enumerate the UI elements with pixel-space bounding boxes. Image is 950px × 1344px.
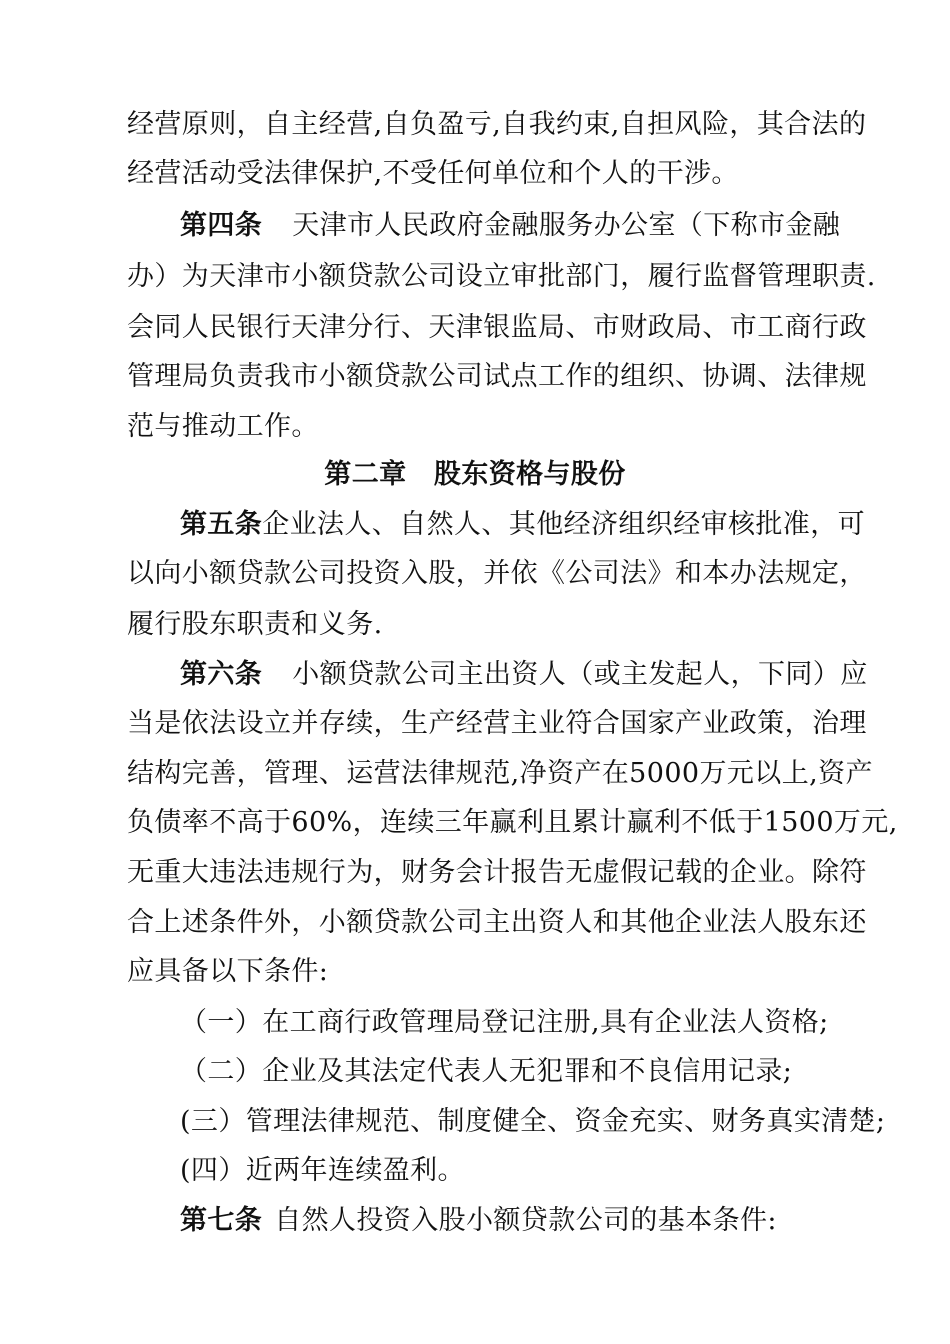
article-6-line: 当是依法设立并存续，生产经营主业符合国家产业政策，治理 (127, 708, 867, 739)
article-4-label: 第四条 (180, 210, 263, 241)
article-7-label: 第七条 (180, 1205, 263, 1236)
paragraph-line: 经营活动受法律保护,不受任何单位和个人的干涉。 (127, 158, 739, 189)
article-4-line: 管理局负责我市小额贷款公司试点工作的组织、协调、法律规 (127, 361, 867, 392)
chapter-heading: 第二章 股东资格与股份 (324, 459, 626, 490)
article-6-item-1: （一）在工商行政管理局登记注册,具有企业法人资格; (180, 1007, 829, 1038)
article-7-line-1 (180, 1204, 777, 1238)
paragraph-line: 经营原则，自主经营,自负盈亏,自我约束,自担风险，其合法的 (127, 109, 867, 140)
article-6-line: 合上述条件外，小额贷款公司主出资人和其他企业法人股东还 (127, 907, 867, 938)
article-6-text: 小额贷款公司主出资人（或主发起人，下同）应 (292, 659, 868, 690)
article-4-text: 天津市人民政府金融服务办公室（下称市金融 (292, 210, 841, 241)
article-5-label: 第五条 (180, 509, 263, 540)
article-6-label: 第六条 (180, 659, 263, 690)
article-4-line: 范与推动工作。 (127, 411, 319, 442)
article-6-line: 无重大违法违规行为，财务会计报告无虚假记载的企业。除符 (127, 857, 867, 888)
article-7-text: 自然人投资入股小额贷款公司的基本条件: (274, 1205, 777, 1236)
article-5-line: 履行股东职责和义务. (127, 609, 383, 640)
article-4-line-1 (180, 209, 840, 243)
article-4-line: 办）为天津市小额贷款公司设立审批部门，履行监督管理职责. (127, 261, 876, 292)
article-6-line-1 (180, 658, 868, 692)
article-4-line: 会同人民银行天津分行、天津银监局、市财政局、市工商行政 (127, 312, 867, 343)
article-5-line: 以向小额贷款公司投资入股，并依《公司法》和本办法规定， (127, 558, 867, 589)
article-6-item-2: （二）企业及其法定代表人无犯罪和不良信用记录; (180, 1056, 793, 1087)
article-6-line: 结构完善，管理、运营法律规范,净资产在5000万元以上,资产 (127, 758, 873, 789)
article-5-line-1 (180, 508, 865, 542)
article-6-item-4: (四）近两年连续盈利。 (180, 1155, 465, 1186)
article-6-line: 负债率不高于60%，连续三年赢利且累计赢利不低于1500万元, (127, 807, 898, 838)
article-6-line: 应具备以下条件: (127, 956, 329, 987)
article-5-text: 企业法人、自然人、其他经济组织经审核批准，可 (262, 509, 866, 540)
article-6-item-3: (三）管理法律规范、制度健全、资金充实、财务真实清楚; (180, 1106, 886, 1137)
